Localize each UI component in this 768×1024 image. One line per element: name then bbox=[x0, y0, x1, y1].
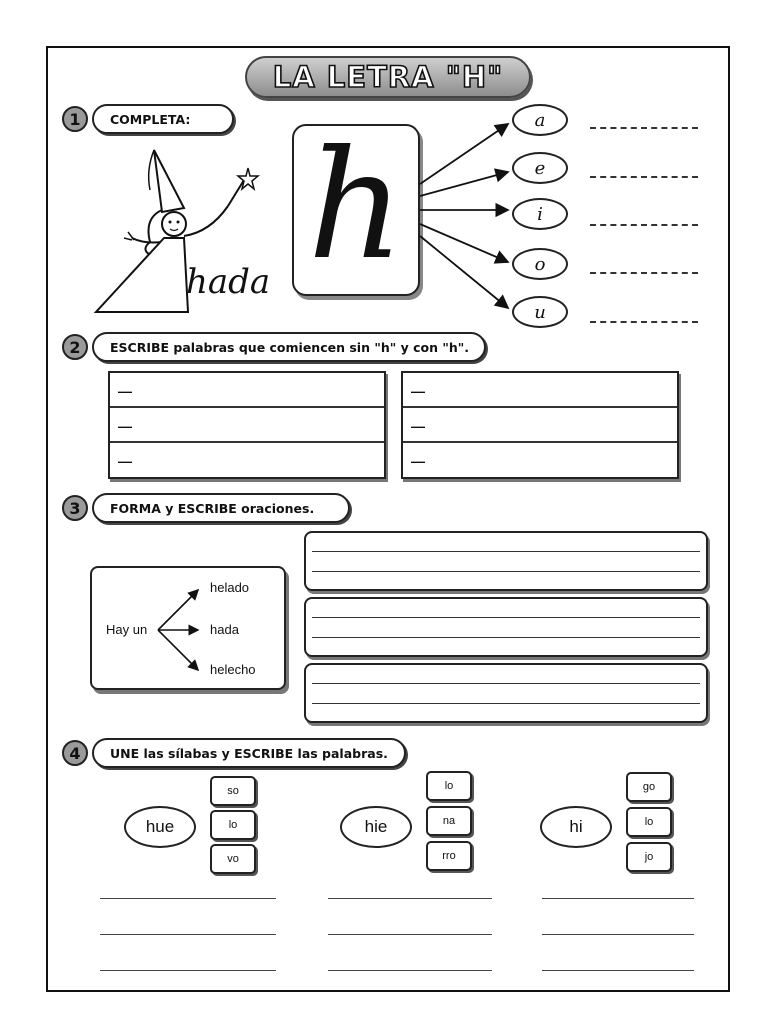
syllable-start-hue: hue bbox=[124, 806, 196, 848]
section-3-label: FORMA y ESCRIBE oraciones. bbox=[110, 500, 315, 516]
section-2-instruction bbox=[92, 332, 486, 362]
syllable-start-hi: hi bbox=[540, 806, 612, 848]
syllable-ending[interactable]: so bbox=[210, 776, 256, 806]
sentence-builder-box bbox=[90, 566, 286, 690]
option-helado: helado bbox=[210, 580, 250, 595]
write-row[interactable] bbox=[110, 373, 384, 408]
vowel-e: e bbox=[512, 152, 568, 184]
row-marker: — bbox=[118, 383, 132, 399]
section-2-label: ESCRIBE palabras que comiencen sin "h" y con "h". bbox=[110, 339, 470, 355]
row-marker: — bbox=[411, 453, 425, 469]
section-1-number: 1 bbox=[62, 106, 88, 132]
vowel-o: o bbox=[512, 248, 568, 280]
option-helecho: helecho bbox=[210, 662, 256, 677]
vowel-u: u bbox=[512, 296, 568, 328]
syllable-ending[interactable]: lo bbox=[210, 810, 256, 840]
option-hada: hada bbox=[210, 622, 239, 637]
answer-line[interactable] bbox=[542, 934, 694, 935]
section-1-label: COMPLETA: bbox=[110, 111, 191, 127]
section-3-number: 3 bbox=[62, 495, 88, 521]
answer-line[interactable] bbox=[542, 898, 694, 899]
syllable-ending[interactable]: go bbox=[626, 772, 672, 802]
syllable-start-hie: hie bbox=[340, 806, 412, 848]
sentence-start: Hay un bbox=[106, 622, 148, 637]
words-without-h-box bbox=[108, 371, 386, 479]
row-marker: — bbox=[118, 453, 132, 469]
answer-line-o[interactable] bbox=[590, 272, 698, 274]
sentence-write-box-1[interactable] bbox=[304, 531, 708, 591]
answer-line-i[interactable] bbox=[590, 224, 698, 226]
big-letter-h: h bbox=[307, 119, 405, 293]
words-with-h-box bbox=[401, 371, 679, 479]
sentence-write-box-3[interactable] bbox=[304, 663, 708, 723]
syllable-ending[interactable]: jo bbox=[626, 842, 672, 872]
answer-line[interactable] bbox=[542, 970, 694, 971]
answer-line-u[interactable] bbox=[590, 321, 698, 323]
section-2-number: 2 bbox=[62, 334, 88, 360]
syllable-ending[interactable]: na bbox=[426, 806, 472, 836]
answer-line[interactable] bbox=[328, 934, 492, 935]
section-3-instruction bbox=[92, 493, 350, 523]
row-marker: — bbox=[118, 418, 132, 434]
row-marker: — bbox=[411, 383, 425, 399]
answer-line-e[interactable] bbox=[590, 176, 698, 178]
answer-line[interactable] bbox=[100, 898, 276, 899]
sentence-write-box-2[interactable] bbox=[304, 597, 708, 657]
section-4-number: 4 bbox=[62, 740, 88, 766]
answer-line[interactable] bbox=[100, 970, 276, 971]
page-title: LA LETRA "H" bbox=[272, 60, 504, 94]
answer-line[interactable] bbox=[328, 970, 492, 971]
hada-word: hada bbox=[186, 262, 271, 302]
title-banner bbox=[245, 56, 531, 98]
write-row[interactable] bbox=[110, 443, 384, 478]
write-row[interactable] bbox=[110, 408, 384, 443]
vowel-a: a bbox=[512, 104, 568, 136]
write-row[interactable] bbox=[403, 443, 677, 478]
vowel-i: i bbox=[512, 198, 568, 230]
arrows-to-vowels bbox=[416, 110, 516, 320]
row-marker: — bbox=[411, 418, 425, 434]
answer-line-a[interactable] bbox=[590, 127, 698, 129]
section-1-instruction bbox=[92, 104, 234, 134]
section-4-label: UNE las sílabas y ESCRIBE las palabras. bbox=[110, 745, 388, 761]
answer-line[interactable] bbox=[100, 934, 276, 935]
letter-h-card bbox=[292, 119, 420, 296]
syllable-ending[interactable]: vo bbox=[210, 844, 256, 874]
write-row[interactable] bbox=[403, 408, 677, 443]
branch-arrows bbox=[156, 582, 208, 678]
syllable-ending[interactable]: lo bbox=[426, 771, 472, 801]
syllable-ending[interactable]: rro bbox=[426, 841, 472, 871]
section-4-instruction bbox=[92, 738, 406, 768]
write-row[interactable] bbox=[403, 373, 677, 408]
syllable-ending[interactable]: lo bbox=[626, 807, 672, 837]
answer-line[interactable] bbox=[328, 898, 492, 899]
